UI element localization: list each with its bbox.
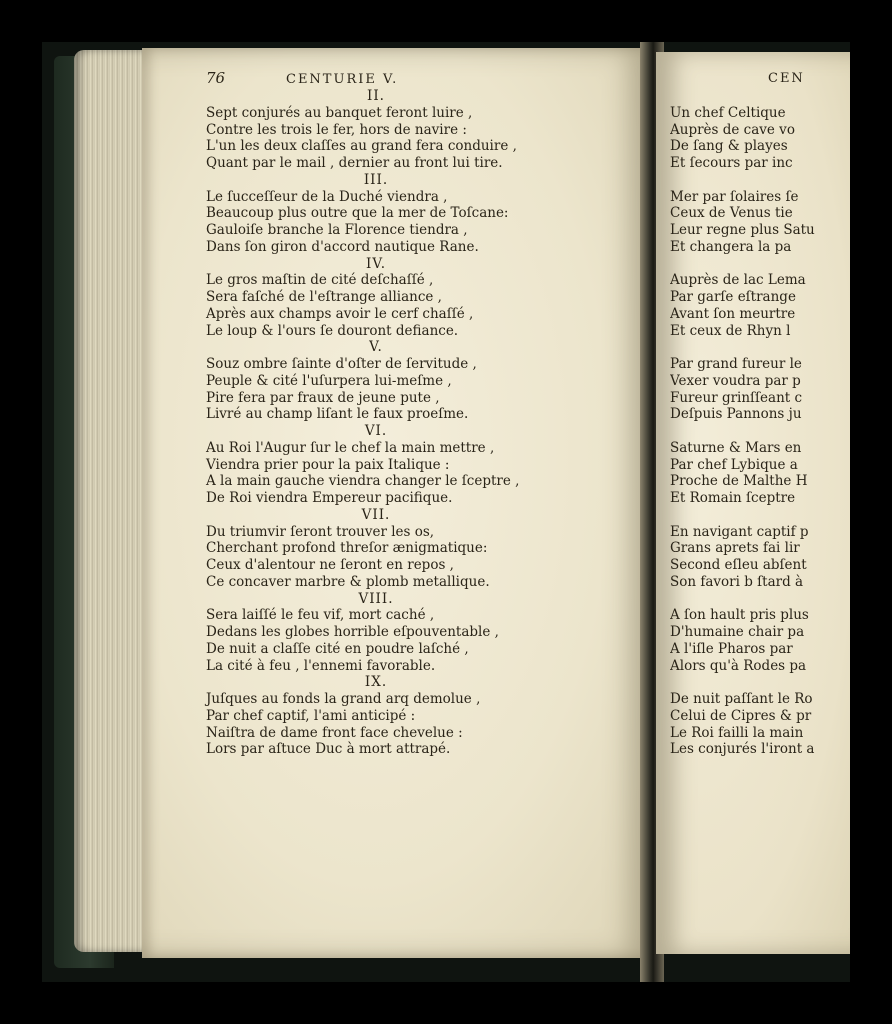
verse-line: Second eſleu abſent <box>670 557 807 573</box>
verse-line: De nuit paſſant le Ro <box>670 691 813 707</box>
verse-line: Gauloiſe branche la Florence tiendra , <box>206 222 468 238</box>
verse-line: Leur regne plus Satu <box>670 222 815 238</box>
quatrain-numeral: IV. <box>365 255 386 272</box>
running-head: CENTURIE V. <box>286 72 399 87</box>
verse-line: Ceux de Venus tie <box>670 205 793 222</box>
right-running-head <box>670 68 820 88</box>
verse-line: Par chef Lybique a <box>670 456 798 473</box>
verse-line: Naiſtra de dame front face chevelue : <box>206 724 463 741</box>
verse-line: Le ſucceſſeur de la Duché viendra , <box>206 188 448 205</box>
page-number: 76 <box>206 69 226 87</box>
left-page-text <box>206 68 546 758</box>
verse-line: A l'iſle Pharos par <box>670 640 793 657</box>
verse-line: Et ſecours par inc <box>670 155 793 171</box>
verse-line: Viendra prier pour la paix Italique : <box>206 456 450 473</box>
verse-line: Ce concaver marbre & plomb metallique. <box>206 573 490 590</box>
verse-line: La cité à feu , l'ennemi favorable. <box>206 657 436 674</box>
verse-line: Par chef captif, l'ami anticipé : <box>206 707 416 724</box>
verse-line: Dedans les globes horrible eſpouventable , <box>206 624 499 640</box>
verse-line: Un chef Celtique <box>670 104 786 121</box>
verse-line: Par garſe eſtrange <box>670 289 796 305</box>
verse-line: Vexer voudra par p <box>670 372 801 389</box>
verse-line: Au Roi l'Augur ſur le chef la main mettre , <box>206 439 495 456</box>
verse-line: Contre les trois le fer, hors de navire : <box>206 121 467 138</box>
verse-line: Et changera la pa <box>670 238 792 255</box>
verse-line: Ceux d'alentour ne ſeront en repos , <box>206 557 454 573</box>
verse-line: Les conjurés l'iront a <box>670 741 815 758</box>
quatrain-numeral: IX. <box>364 674 388 691</box>
verse-line: En navigant captif p <box>670 523 809 540</box>
verse-line: Le Roi failli la main <box>670 724 804 741</box>
verse-line: Souz ombre ſainte d'oſter de ſervitude , <box>206 356 477 372</box>
verse-line: L'un les deux claſſes au grand fera conduire , <box>206 138 517 155</box>
verse-line: Quant par le mail , dernier au front lui tire. <box>206 155 503 171</box>
verse-line: Celui de Cipres & pr <box>670 707 812 724</box>
verse-line: Avant ſon meurtre <box>670 305 796 322</box>
verse-line: Le gros maſtin de cité deſchaſſé , <box>206 272 434 289</box>
verse-line: Sera laiſſé le feu vif, mort caché , <box>206 607 435 624</box>
verse-line: Son favori b ſtard à <box>670 573 804 590</box>
verse-line: Après aux champs avoir le cerf chaſſé , <box>206 305 474 322</box>
verse-line: Auprès de lac Lema <box>670 272 806 289</box>
verse-line: Beaucoup plus outre que la mer de Toſcane: <box>206 205 509 222</box>
verse-line: D'humaine chair pa <box>670 624 805 640</box>
quatrain-numeral: VIII. <box>358 590 394 607</box>
verse-line: Fureur grinſſeant c <box>670 389 803 406</box>
verse-line: Pire fera par fraux de jeune pute , <box>206 389 440 406</box>
verse-line: De nuit a claſſe cité en poudre laſché , <box>206 640 469 657</box>
running-head-right: CEN <box>768 71 805 86</box>
verse-line: Peuple & cité l'uſurpera lui-meſme , <box>206 372 452 389</box>
verse-line: A ſon hault pris plus <box>670 607 809 624</box>
verse-line: Et Romain ſceptre <box>670 490 796 506</box>
verse-line: Lors par aſtuce Duc à mort attrapé. <box>206 741 451 758</box>
verse-line: De Roi viendra Empereur pacifique. <box>206 490 453 506</box>
quatrain-numeral: VII. <box>361 506 391 523</box>
verse-line: Sept conjurés au banquet feront luire , <box>206 104 473 121</box>
verse-line: Du triumvir ſeront trouver les os, <box>206 523 435 540</box>
verse-line: Proche de Malthe H <box>670 473 808 490</box>
quatrain-numeral: VI. <box>364 423 388 439</box>
verse-line: Cherchant profond threſor ænigmatique: <box>206 540 488 557</box>
verse-line: Juſques au fonds la grand arq demolue , <box>206 691 481 707</box>
quatrain-numeral: V. <box>369 339 383 356</box>
verse-line: Sera faſché de l'eſtrange alliance , <box>206 289 442 305</box>
verse-line: Mer par ſolaires ſe <box>670 188 799 205</box>
right-page-text <box>670 68 820 758</box>
verse-line: Alors qu'à Rodes pa <box>670 657 807 674</box>
verse-line: De ſang & playes <box>670 138 788 155</box>
left-running-head <box>206 68 546 88</box>
right-quatrain-list <box>670 105 820 758</box>
quatrain-numeral: II. <box>367 88 385 104</box>
quatrain-numeral: III. <box>363 171 389 188</box>
verse-line: Et ceux de Rhyn l <box>670 322 791 339</box>
verse-line: Grans aprets fai lir <box>670 540 800 557</box>
verse-line: Auprès de cave vo <box>670 121 795 138</box>
verse-line: Deſpuis Pannons ju <box>670 406 802 423</box>
verse-line: Saturne & Mars en <box>670 439 802 456</box>
verse-line: Livré au champ liſant le faux proeſme. <box>206 406 469 423</box>
verse-line: Le loup & l'ours ſe douront defiance. <box>206 322 459 339</box>
verse-line: Dans ſon giron d'accord nautique Rane. <box>206 238 479 255</box>
verse-line: Par grand fureur le <box>670 356 802 372</box>
quatrain-list <box>206 88 546 758</box>
verse-line: A la main gauche viendra changer le ſceptre , <box>206 473 520 490</box>
